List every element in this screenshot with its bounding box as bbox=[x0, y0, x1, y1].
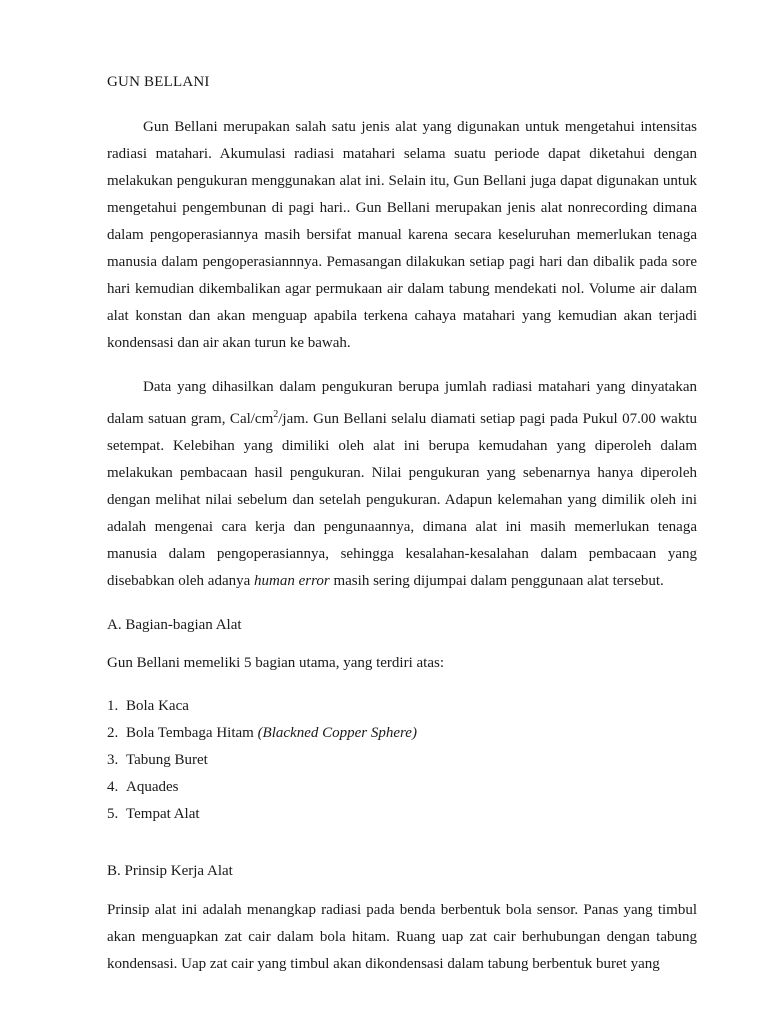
list-item-label: Tabung Buret bbox=[126, 752, 208, 768]
list-item-italic-note: (Blackned Copper Sphere) bbox=[257, 725, 417, 741]
italic-term: human error bbox=[254, 573, 330, 589]
list-item-label: Bola Kaca bbox=[126, 698, 189, 714]
list-item bbox=[107, 801, 697, 828]
list-item-label: Aquades bbox=[126, 779, 179, 795]
list-item bbox=[107, 774, 697, 801]
list-item-number: 2. bbox=[107, 725, 119, 741]
parts-list bbox=[107, 693, 697, 828]
unit-superscript: 2 bbox=[273, 409, 279, 420]
list-item-number: 1. bbox=[107, 698, 119, 714]
paragraph-working-principle: Prinsip alat ini adalah menangkap radiasi pada benda berbentuk bola sensor. Panas yang timbul akan menguapkan zat cair dalam bola hitam. Ruang uap zat cair berhubungan dengan tabung kondensasi. Uap zat cair yang timbul akan dikondensasi dalam tabung berbentuk buret yang bbox=[107, 902, 697, 972]
paragraph-text-part: Data yang dihasilkan dalam pengukuran berupa jumlah radiasi matahari yang dinyatakan dalam satuan gram, Cal/cm bbox=[107, 379, 697, 427]
parts-intro: Gun Bellani memeliki 5 bagian utama, yang terdiri atas: bbox=[107, 655, 444, 671]
list-item bbox=[107, 693, 697, 720]
list-item-label: Tempat Alat bbox=[126, 806, 200, 822]
document-title: GUN BELLANI bbox=[107, 74, 210, 90]
list-item bbox=[107, 747, 697, 774]
paragraph-introduction: Gun Bellani merupakan salah satu jenis alat yang digunakan untuk mengetahui intensitas radiasi matahari. Akumulasi radiasi matahari selama suatu periode dapat diketahui dengan melakukan pengukuran menggunakan alat ini. Selain itu, Gun Bellani juga dapat digunakan untuk mengetahui pengembunan di pagi hari.. Gun Bellani merupakan jenis alat nonrecording dimana dalam pengoperasiannya masih bersifat manual karena secara keseluruhan memerlukan tenaga manusia dalam pengoperasiannnya. Pemasangan dilakukan setiap pagi hari dan dibalik pada sore hari kemudian dikembalikan agar permukaan air dalam tabung mendekati nol. Volume air dalam alat konstan dan akan menguap apabila terkena cahaya matahari yang kemudian akan terjadi kondensasi dan air akan turun ke bawah. bbox=[107, 119, 697, 351]
list-item-number: 5. bbox=[107, 806, 119, 822]
list-item bbox=[107, 720, 697, 747]
section-heading-parts: A. Bagian-bagian Alat bbox=[107, 617, 242, 633]
list-item-number: 4. bbox=[107, 779, 119, 795]
section-heading-principle: B. Prinsip Kerja Alat bbox=[107, 863, 233, 879]
document-page bbox=[107, 70, 697, 995]
paragraph-text-part: masih sering dijumpai dalam penggunaan alat tersebut. bbox=[329, 573, 664, 589]
paragraph-data-measurement bbox=[107, 374, 697, 595]
list-item-label: Bola Tembaga Hitam bbox=[126, 725, 258, 741]
list-item-number: 3. bbox=[107, 752, 119, 768]
paragraph-text-part: /jam. Gun Bellani selalu diamati setiap pagi pada Pukul 07.00 waktu setempat. Kelebihan yang dimiliki oleh alat ini berupa kemudahan yang diperoleh dalam melakukan pembacaan hasil pengukuran. Nilai pengukuran yang sebenarnya hanya diperoleh dengan melihat nilai sebelum dan setelah pengukuran. Adapun kelemahan yang dimilik oleh ini adalah mengenai cara kerja dan pengunaannya, dimana alat ini masih memerlukan tenaga manusia dalam pengoperasiannya, sehingga kesalahan-kesalahan dalam pembacaan yang disebabkan oleh adanya bbox=[107, 411, 697, 589]
